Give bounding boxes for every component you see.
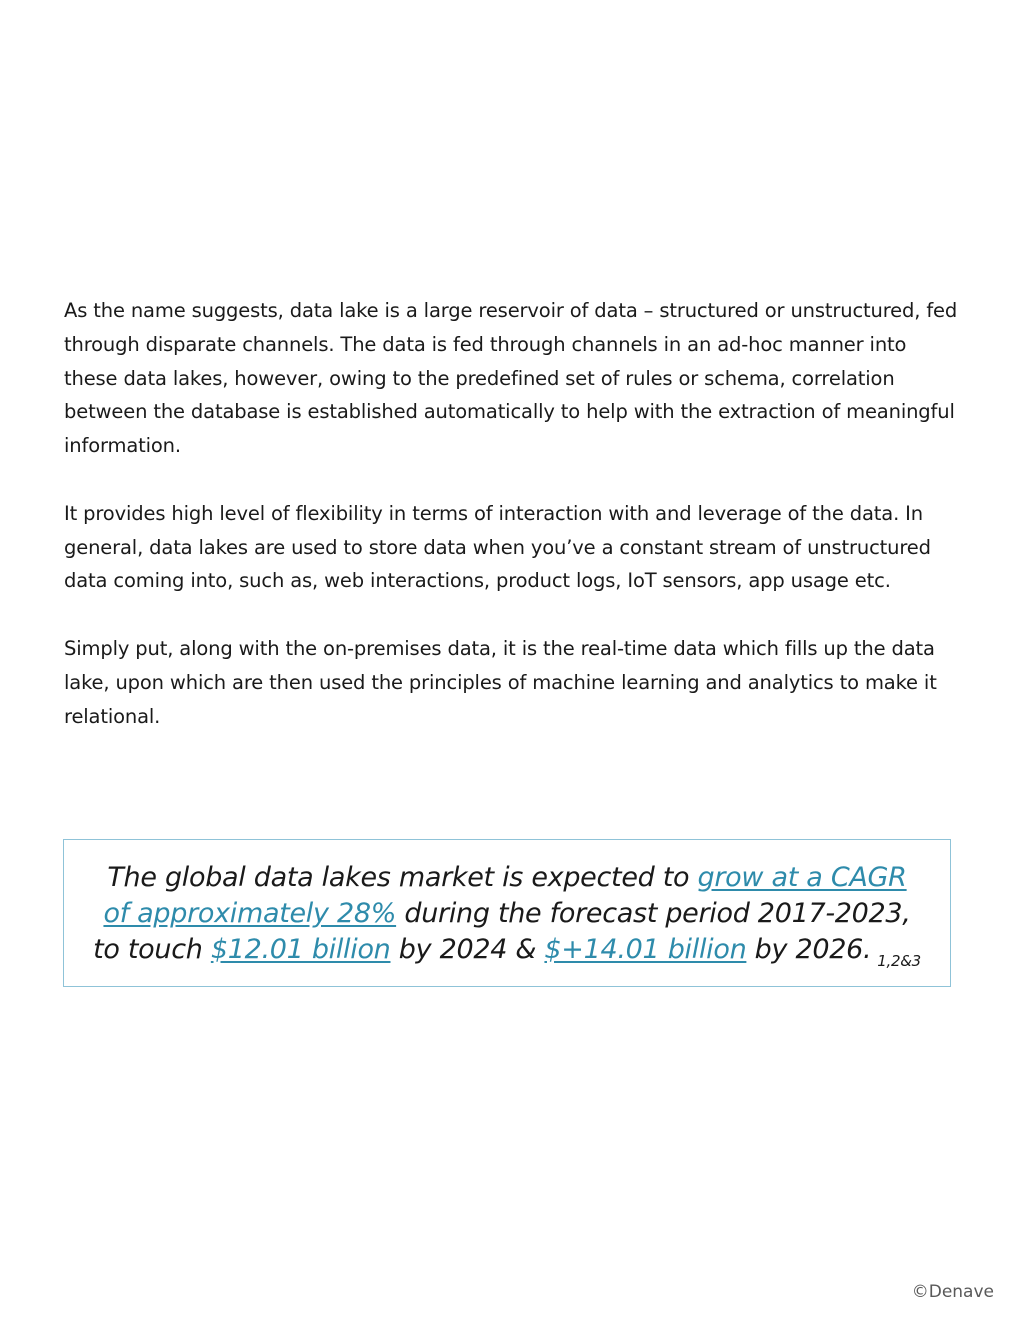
market-stat-callout: [63, 839, 951, 987]
callout-text-part-3: by 2024 &: [390, 934, 545, 965]
value-2024-link[interactable]: $12.01 billion: [210, 934, 391, 965]
callout-text-part-4: by 2026.: [746, 934, 872, 965]
value-2026-link[interactable]: $+14.01 billion: [544, 934, 747, 965]
callout-text-part-1: The global data lakes market is expected to: [107, 862, 698, 893]
paragraph-data-lake-definition: As the name suggests, data lake is a large reservoir of data – structured or unstructured, fed through disparate channels. The data is fed through channels in an ad-hoc manner into these data lakes, however, owing to the predefined set of rules or schema, correlation between the database is established automatically to help with the extraction of meaningful information.: [64, 299, 958, 458]
article-body: [64, 294, 964, 767]
callout-text-part-2: during the forecast period 2017-2023, to touch: [93, 898, 911, 965]
cagr-link[interactable]: grow at a CAGR of approximately 28%: [103, 862, 907, 929]
copyright-footer: ©Denave: [911, 1282, 994, 1302]
paragraph-flexibility: It provides high level of flexibility in terms of interaction with and leverage of the data. In general, data lakes are used to store data when you’ve a constant stream of unstructured data coming into, such as, web interactions, product logs, IoT sensors, app usage etc.: [64, 501, 931, 593]
paragraph-real-time-data: Simply put, along with the on-premises data, it is the real-time data which fills up the data lake, upon which are then used the principles of machine learning and analytics to make it relational.: [64, 636, 937, 728]
callout-text: [92, 860, 922, 979]
footnote-reference: 1,2&3: [877, 952, 921, 970]
